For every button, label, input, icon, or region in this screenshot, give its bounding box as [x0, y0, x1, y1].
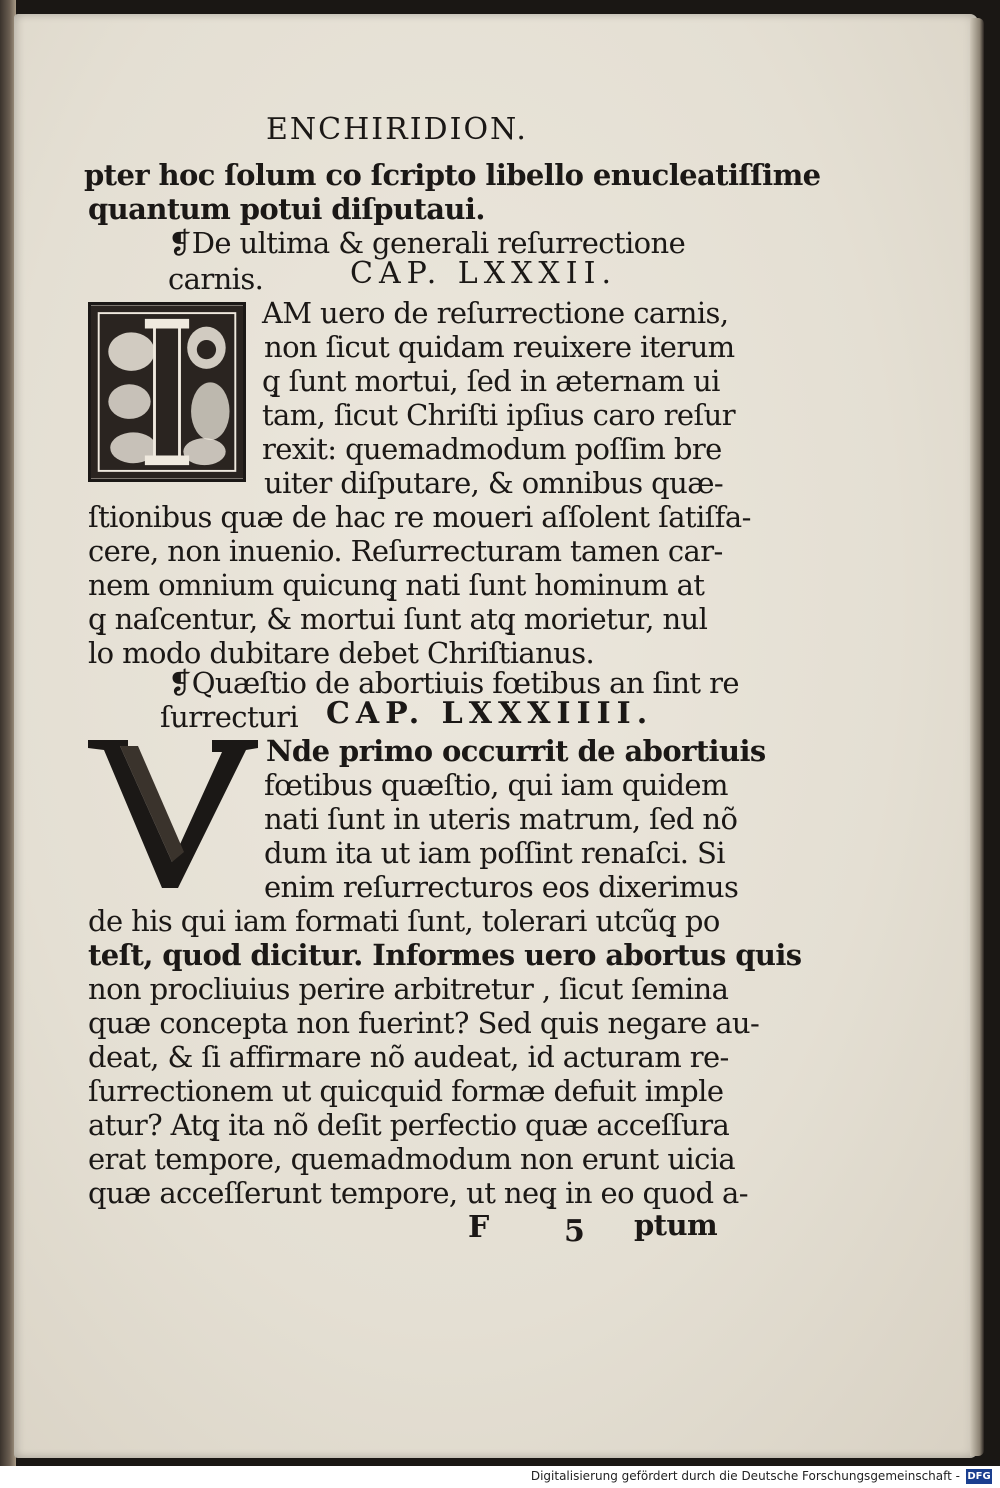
- signature-mark: F: [468, 1210, 489, 1245]
- text-line: fœtibus quæſtio, qui iam quidem: [264, 768, 728, 802]
- letter-v-icon: [88, 732, 260, 892]
- running-head: ENCHIRIDION.: [266, 112, 528, 147]
- footer-bar: [0, 1466, 1000, 1488]
- text-line: ſurrectionem ut quicquid formæ defuit imple: [88, 1074, 724, 1108]
- text-line: quæ acceſſerunt tempore, ut neq̧ in eo quod a-: [88, 1176, 748, 1210]
- text-line: rexit: quemadmodum poſſim bre: [262, 432, 722, 466]
- page-edge-shadow: [970, 18, 984, 1456]
- text-line: lo modo dubitare debet Chriſtianus.: [88, 636, 595, 670]
- text-line: nati ſunt in uteris matrum, ſed nõ: [264, 802, 738, 836]
- text-line: quæ concepta non fuerint? Sed quis negare au-: [88, 1006, 760, 1040]
- ornament-initial-icon: [91, 305, 243, 479]
- text-line: AM uero de reſurrectione carnis,: [262, 296, 729, 330]
- signature-number: 5: [564, 1214, 585, 1249]
- text-line: q̧ ſunt mortui, ſed in æternam ui: [262, 364, 720, 398]
- text-line: Nde primo occurrit de abortiuis: [266, 734, 766, 768]
- text-line: non ſicut quidam reuixere iterum: [264, 330, 735, 364]
- text-line: uiter diſputare, & omnibus quæ-: [264, 466, 724, 500]
- text-line: enim reſurrecturos eos dixerimus: [264, 870, 739, 904]
- text-line: quantum potui diſputaui.: [88, 192, 485, 226]
- text-line: non procliuius perire arbitretur , ſicut ſemina: [88, 972, 729, 1006]
- chapter-heading-82: ❡De ultima & generali reſurrectione: [168, 226, 686, 260]
- text-line: tam, ſicut Chriſti ipſius caro reſur: [262, 398, 735, 432]
- text-line: deat, & ſi affirmare nõ audeat, id acturam re-: [88, 1040, 729, 1074]
- text-line: pter hoc ſolum co ſcripto libello enucleatiſſime: [84, 158, 821, 192]
- chapter-number-84: CAP. LXXXIIII.: [326, 696, 654, 731]
- text-line: nem omnium quicunq̧ nati ſunt hominum at: [88, 568, 705, 602]
- catchword: ptum: [634, 1208, 718, 1242]
- text-line: cere, non inuenio. Reſurrecturam tamen car-: [88, 534, 723, 568]
- text-line: atur? Atq̧ ita nõ deſit perfectio quæ acceſſura: [88, 1108, 730, 1142]
- dfg-logo-icon: DFG: [967, 1471, 991, 1482]
- chapter-heading-84-cont: ſurrecturi: [160, 700, 299, 734]
- text-line: dum ita ut iam poſſint renaſci. Si: [264, 836, 725, 870]
- footer-credit: Digitalisierung gefördert durch die Deutsche Forschungsgemeinschaft -: [530, 1469, 960, 1483]
- decorated-initial-i: [88, 302, 246, 482]
- chapter-heading-82-cont: carnis.: [168, 262, 264, 296]
- initial-letter-v: [88, 732, 260, 892]
- text-line: ſtionibus quæ de hac re moueri aſſolent ſatiſfa-: [88, 500, 751, 534]
- text-line: erat tempore, quemadmodum non erunt uicia: [88, 1142, 736, 1176]
- text-line: de his qui iam formati ſunt, tolerari utcũq̧ po: [88, 904, 720, 938]
- text-line: teſt, quod dicitur. Informes uero abortus quis: [88, 938, 802, 972]
- text-line: q̧ naſcentur, & mortui ſunt atq̧ morietur, nul: [88, 602, 708, 636]
- chapter-number-82: CAP. LXXXII.: [350, 256, 618, 291]
- chapter-heading-84: ❡Quæſtio de abortiuis fœtibus an ſint re: [168, 666, 739, 700]
